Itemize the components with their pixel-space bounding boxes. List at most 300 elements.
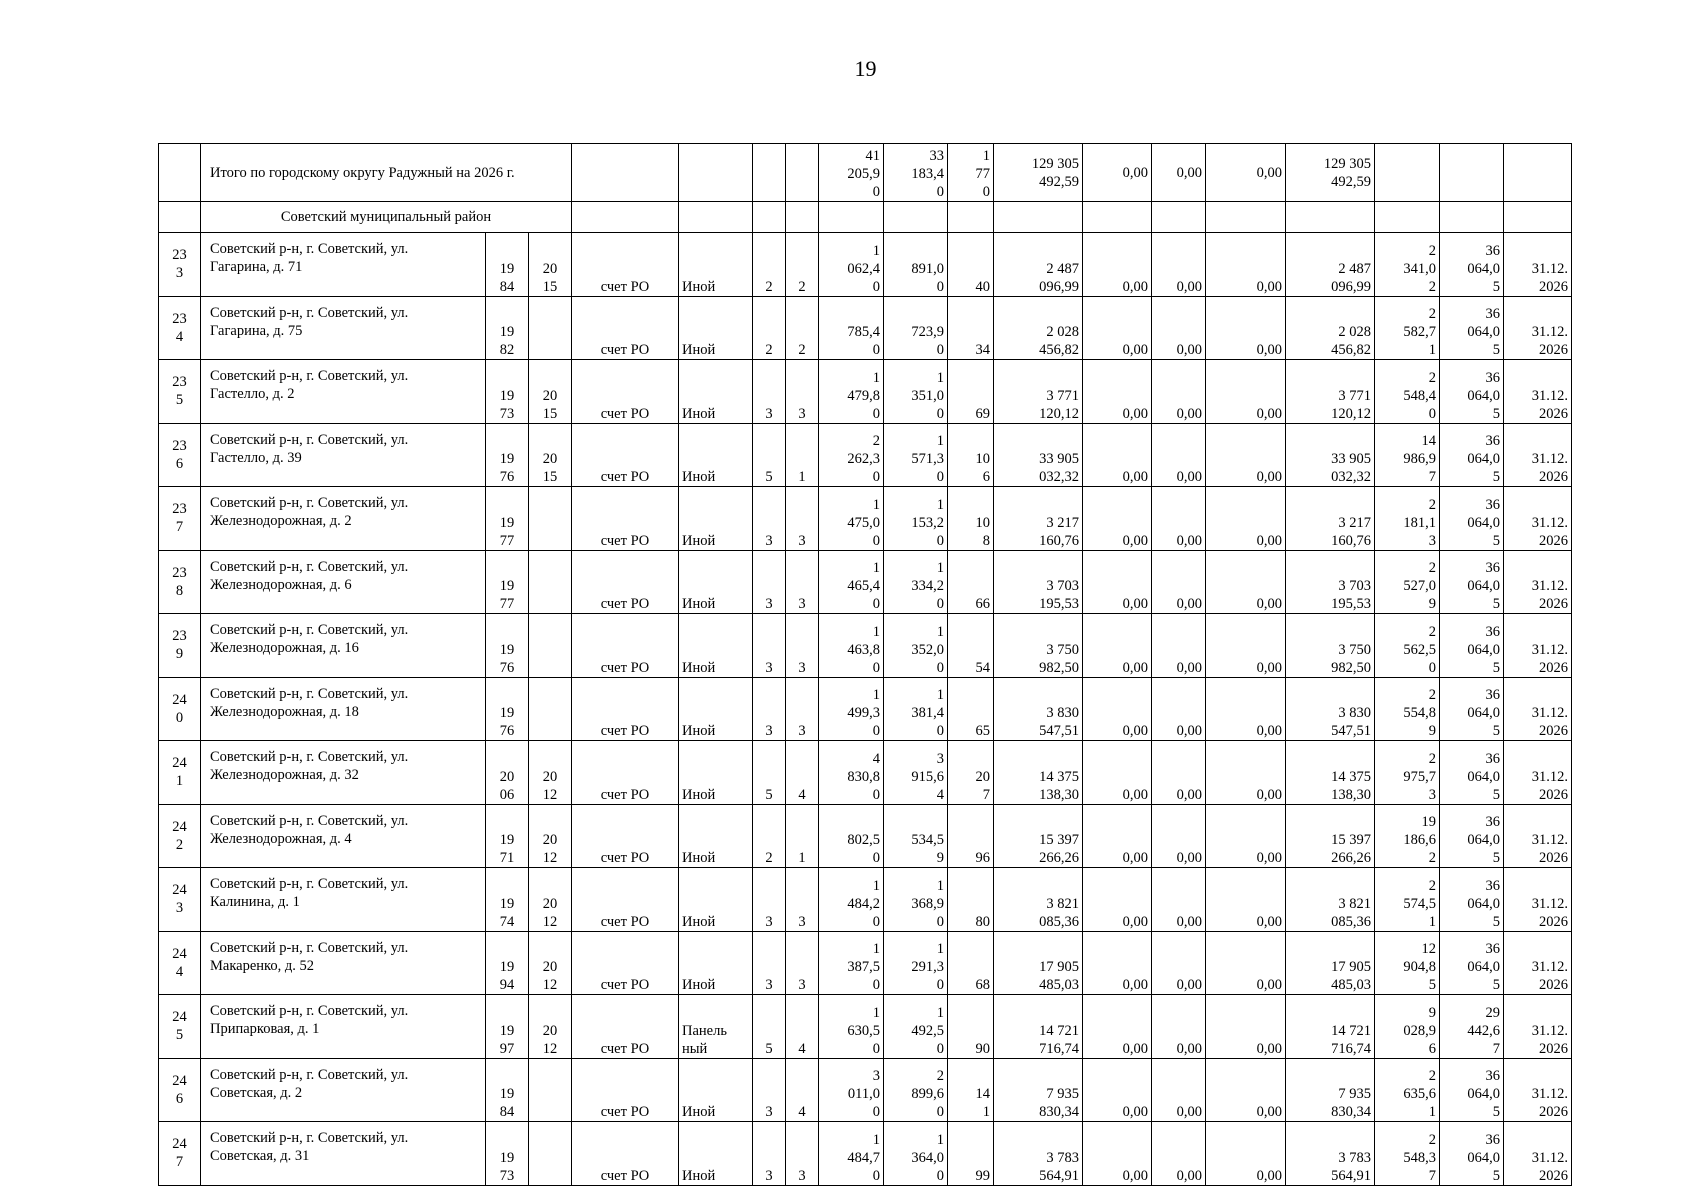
row-floors: 2 bbox=[753, 233, 786, 297]
row-funding-method: счет РО bbox=[572, 1058, 679, 1122]
row-cost-total: 3 703 195,53 bbox=[994, 550, 1083, 614]
row-fund: 0,00 bbox=[1083, 487, 1152, 551]
row-funding-method: счет РО bbox=[572, 995, 679, 1059]
row-owners: 3 703 195,53 bbox=[1286, 550, 1375, 614]
row-area-living: 1 351,0 0 bbox=[884, 360, 948, 424]
row-wall-material: Иной bbox=[679, 614, 753, 678]
row-deadline: 31.12. 2026 bbox=[1504, 995, 1572, 1059]
row-unit-cost: 19 186,6 2 bbox=[1375, 804, 1440, 868]
section-empty-cell bbox=[1083, 202, 1152, 233]
row-wall-material: Панель ный bbox=[679, 995, 753, 1059]
row-area-total: 785,4 0 bbox=[819, 296, 884, 360]
row-budget-local: 0,00 bbox=[1206, 423, 1286, 487]
row-max-cost: 36 064,0 5 bbox=[1440, 233, 1504, 297]
row-number: 24 2 bbox=[159, 804, 201, 868]
row-floors: 3 bbox=[753, 1058, 786, 1122]
row-budget-local: 0,00 bbox=[1206, 614, 1286, 678]
row-cost-total: 3 830 547,51 bbox=[994, 677, 1083, 741]
row-funding-method: счет РО bbox=[572, 550, 679, 614]
row-unit-cost: 2 562,5 0 bbox=[1375, 614, 1440, 678]
row-fund: 0,00 bbox=[1083, 296, 1152, 360]
section-empty-cell bbox=[1286, 202, 1375, 233]
row-floors: 3 bbox=[753, 677, 786, 741]
row-year-built: 19 76 bbox=[486, 423, 529, 487]
row-entrances: 1 bbox=[786, 423, 819, 487]
row-owners: 3 750 982,50 bbox=[1286, 614, 1375, 678]
row-fund: 0,00 bbox=[1083, 233, 1152, 297]
row-fund: 0,00 bbox=[1083, 804, 1152, 868]
row-budget-subject: 0,00 bbox=[1152, 741, 1206, 805]
row-cost-total: 3 771 120,12 bbox=[994, 360, 1083, 424]
row-budget-local: 0,00 bbox=[1206, 995, 1286, 1059]
row-year-last-repair bbox=[529, 296, 572, 360]
row-budget-local: 0,00 bbox=[1206, 233, 1286, 297]
row-year-last-repair bbox=[529, 1058, 572, 1122]
total-fund: 0,00 bbox=[1083, 144, 1152, 202]
section-empty-cell bbox=[786, 202, 819, 233]
row-entrances: 3 bbox=[786, 487, 819, 551]
row-year-built: 19 84 bbox=[486, 233, 529, 297]
row-budget-subject: 0,00 bbox=[1152, 550, 1206, 614]
row-owners: 2 487 096,99 bbox=[1286, 233, 1375, 297]
row-unit-cost: 9 028,9 6 bbox=[1375, 995, 1440, 1059]
row-budget-subject: 0,00 bbox=[1152, 868, 1206, 932]
row-max-cost: 36 064,0 5 bbox=[1440, 677, 1504, 741]
total-budget-local: 0,00 bbox=[1206, 144, 1286, 202]
row-cost-total: 3 821 085,36 bbox=[994, 868, 1083, 932]
table-row bbox=[159, 677, 1572, 741]
row-fund: 0,00 bbox=[1083, 614, 1152, 678]
row-budget-subject: 0,00 bbox=[1152, 296, 1206, 360]
row-area-living: 1 291,3 0 bbox=[884, 931, 948, 995]
table-row bbox=[159, 995, 1572, 1059]
row-funding-method: счет РО bbox=[572, 487, 679, 551]
row-floors: 3 bbox=[753, 931, 786, 995]
row-budget-local: 0,00 bbox=[1206, 1122, 1286, 1186]
row-year-last-repair: 20 15 bbox=[529, 423, 572, 487]
section-empty-cell bbox=[884, 202, 948, 233]
row-owners: 14 721 716,74 bbox=[1286, 995, 1375, 1059]
total-label: Итого по городскому округу Радужный на 2026 г. bbox=[201, 144, 572, 202]
row-deadline: 31.12. 2026 bbox=[1504, 677, 1572, 741]
row-funding-method: счет РО bbox=[572, 804, 679, 868]
row-deadline: 31.12. 2026 bbox=[1504, 741, 1572, 805]
row-floors: 2 bbox=[753, 804, 786, 868]
row-budget-local: 0,00 bbox=[1206, 804, 1286, 868]
row-deadline: 31.12. 2026 bbox=[1504, 1122, 1572, 1186]
row-fund: 0,00 bbox=[1083, 677, 1152, 741]
row-budget-local: 0,00 bbox=[1206, 1058, 1286, 1122]
row-area-total: 1 387,5 0 bbox=[819, 931, 884, 995]
row-area-total: 1 630,5 0 bbox=[819, 995, 884, 1059]
row-budget-local: 0,00 bbox=[1206, 931, 1286, 995]
row-number: 23 5 bbox=[159, 360, 201, 424]
total-num-cell bbox=[159, 144, 201, 202]
row-address: Советский р-н, г. Советский, ул. Советская, д. 31 bbox=[201, 1122, 486, 1186]
table-row bbox=[159, 550, 1572, 614]
total-empty-cell bbox=[786, 144, 819, 202]
row-number: 24 1 bbox=[159, 741, 201, 805]
row-deadline: 31.12. 2026 bbox=[1504, 233, 1572, 297]
table-row bbox=[159, 1058, 1572, 1122]
row-wall-material: Иной bbox=[679, 931, 753, 995]
total-owners: 129 305 492,59 bbox=[1286, 144, 1375, 202]
row-area-total: 1 479,8 0 bbox=[819, 360, 884, 424]
row-max-cost: 36 064,0 5 bbox=[1440, 296, 1504, 360]
row-residents: 10 8 bbox=[948, 487, 994, 551]
row-floors: 3 bbox=[753, 550, 786, 614]
row-wall-material: Иной bbox=[679, 1058, 753, 1122]
row-funding-method: счет РО bbox=[572, 233, 679, 297]
row-year-last-repair bbox=[529, 677, 572, 741]
row-area-total: 1 484,7 0 bbox=[819, 1122, 884, 1186]
row-funding-method: счет РО bbox=[572, 741, 679, 805]
section-empty-cell bbox=[994, 202, 1083, 233]
row-deadline: 31.12. 2026 bbox=[1504, 804, 1572, 868]
repair-program-table bbox=[158, 143, 1572, 1186]
section-empty-cell bbox=[1440, 202, 1504, 233]
row-floors: 3 bbox=[753, 614, 786, 678]
row-year-built: 19 71 bbox=[486, 804, 529, 868]
row-max-cost: 36 064,0 5 bbox=[1440, 931, 1504, 995]
section-empty-cell bbox=[1504, 202, 1572, 233]
table-row bbox=[159, 931, 1572, 995]
total-cost: 129 305 492,59 bbox=[994, 144, 1083, 202]
row-floors: 3 bbox=[753, 487, 786, 551]
row-year-built: 19 77 bbox=[486, 487, 529, 551]
row-address: Советский р-н, г. Советский, ул. Гастелло, д. 2 bbox=[201, 360, 486, 424]
section-empty-cell bbox=[819, 202, 884, 233]
row-fund: 0,00 bbox=[1083, 1058, 1152, 1122]
table-row bbox=[159, 868, 1572, 932]
row-max-cost: 36 064,0 5 bbox=[1440, 1058, 1504, 1122]
section-empty-cell bbox=[948, 202, 994, 233]
row-wall-material: Иной bbox=[679, 233, 753, 297]
row-max-cost: 29 442,6 7 bbox=[1440, 995, 1504, 1059]
row-residents: 69 bbox=[948, 360, 994, 424]
row-year-last-repair: 20 12 bbox=[529, 868, 572, 932]
row-area-living: 1 334,2 0 bbox=[884, 550, 948, 614]
table-row bbox=[159, 423, 1572, 487]
row-deadline: 31.12. 2026 bbox=[1504, 614, 1572, 678]
row-unit-cost: 2 548,3 7 bbox=[1375, 1122, 1440, 1186]
row-deadline: 31.12. 2026 bbox=[1504, 423, 1572, 487]
row-wall-material: Иной bbox=[679, 360, 753, 424]
row-fund: 0,00 bbox=[1083, 550, 1152, 614]
row-fund: 0,00 bbox=[1083, 868, 1152, 932]
row-year-built: 19 97 bbox=[486, 995, 529, 1059]
row-owners: 15 397 266,26 bbox=[1286, 804, 1375, 868]
row-funding-method: счет РО bbox=[572, 868, 679, 932]
section-empty-cell bbox=[1206, 202, 1286, 233]
row-fund: 0,00 bbox=[1083, 423, 1152, 487]
row-owners: 7 935 830,34 bbox=[1286, 1058, 1375, 1122]
row-deadline: 31.12. 2026 bbox=[1504, 296, 1572, 360]
row-budget-subject: 0,00 bbox=[1152, 995, 1206, 1059]
row-max-cost: 36 064,0 5 bbox=[1440, 487, 1504, 551]
row-address: Советский р-н, г. Советский, ул. Железнодорожная, д. 32 bbox=[201, 741, 486, 805]
row-deadline: 31.12. 2026 bbox=[1504, 868, 1572, 932]
row-area-total: 2 262,3 0 bbox=[819, 423, 884, 487]
row-residents: 99 bbox=[948, 1122, 994, 1186]
row-unit-cost: 2 574,5 1 bbox=[1375, 868, 1440, 932]
row-wall-material: Иной bbox=[679, 487, 753, 551]
table-row bbox=[159, 804, 1572, 868]
section-empty-cell bbox=[572, 202, 679, 233]
table-row bbox=[159, 296, 1572, 360]
row-budget-subject: 0,00 bbox=[1152, 1058, 1206, 1122]
row-number: 23 6 bbox=[159, 423, 201, 487]
row-owners: 3 217 160,76 bbox=[1286, 487, 1375, 551]
row-unit-cost: 2 635,6 1 bbox=[1375, 1058, 1440, 1122]
row-entrances: 3 bbox=[786, 868, 819, 932]
row-area-living: 1 368,9 0 bbox=[884, 868, 948, 932]
row-cost-total: 2 028 456,82 bbox=[994, 296, 1083, 360]
row-year-last-repair: 20 12 bbox=[529, 931, 572, 995]
table-row bbox=[159, 614, 1572, 678]
row-year-built: 19 94 bbox=[486, 931, 529, 995]
row-area-total: 1 499,3 0 bbox=[819, 677, 884, 741]
row-budget-local: 0,00 bbox=[1206, 296, 1286, 360]
row-year-last-repair: 20 15 bbox=[529, 360, 572, 424]
row-funding-method: счет РО bbox=[572, 931, 679, 995]
row-owners: 3 783 564,91 bbox=[1286, 1122, 1375, 1186]
row-wall-material: Иной bbox=[679, 423, 753, 487]
row-budget-local: 0,00 bbox=[1206, 360, 1286, 424]
row-year-built: 20 06 bbox=[486, 741, 529, 805]
row-owners: 14 375 138,30 bbox=[1286, 741, 1375, 805]
section-row bbox=[159, 202, 1572, 233]
row-area-total: 1 475,0 0 bbox=[819, 487, 884, 551]
row-funding-method: счет РО bbox=[572, 296, 679, 360]
row-wall-material: Иной bbox=[679, 1122, 753, 1186]
row-budget-local: 0,00 bbox=[1206, 550, 1286, 614]
table-row bbox=[159, 741, 1572, 805]
row-fund: 0,00 bbox=[1083, 1122, 1152, 1186]
row-number: 23 7 bbox=[159, 487, 201, 551]
row-max-cost: 36 064,0 5 bbox=[1440, 868, 1504, 932]
row-unit-cost: 2 181,1 3 bbox=[1375, 487, 1440, 551]
row-fund: 0,00 bbox=[1083, 360, 1152, 424]
row-number: 23 3 bbox=[159, 233, 201, 297]
total-empty-cell bbox=[679, 144, 753, 202]
total-empty-cell bbox=[1504, 144, 1572, 202]
row-entrances: 3 bbox=[786, 550, 819, 614]
row-unit-cost: 2 554,8 9 bbox=[1375, 677, 1440, 741]
row-year-built: 19 84 bbox=[486, 1058, 529, 1122]
row-floors: 5 bbox=[753, 423, 786, 487]
row-budget-subject: 0,00 bbox=[1152, 1122, 1206, 1186]
row-area-living: 1 381,4 0 bbox=[884, 677, 948, 741]
row-number: 24 6 bbox=[159, 1058, 201, 1122]
row-year-last-repair: 20 12 bbox=[529, 804, 572, 868]
row-number: 24 3 bbox=[159, 868, 201, 932]
row-year-last-repair bbox=[529, 550, 572, 614]
row-floors: 5 bbox=[753, 741, 786, 805]
total-empty-cell bbox=[1375, 144, 1440, 202]
row-fund: 0,00 bbox=[1083, 931, 1152, 995]
row-budget-local: 0,00 bbox=[1206, 868, 1286, 932]
row-residents: 40 bbox=[948, 233, 994, 297]
row-address: Советский р-н, г. Советский, ул. Гагарина, д. 71 bbox=[201, 233, 486, 297]
row-area-living: 3 915,6 4 bbox=[884, 741, 948, 805]
row-area-total: 1 463,8 0 bbox=[819, 614, 884, 678]
row-unit-cost: 14 986,9 7 bbox=[1375, 423, 1440, 487]
row-floors: 3 bbox=[753, 1122, 786, 1186]
total-empty-cell bbox=[1440, 144, 1504, 202]
row-number: 24 0 bbox=[159, 677, 201, 741]
row-year-last-repair: 20 15 bbox=[529, 233, 572, 297]
row-deadline: 31.12. 2026 bbox=[1504, 1058, 1572, 1122]
row-budget-subject: 0,00 bbox=[1152, 233, 1206, 297]
row-max-cost: 36 064,0 5 bbox=[1440, 614, 1504, 678]
row-entrances: 3 bbox=[786, 931, 819, 995]
row-budget-subject: 0,00 bbox=[1152, 804, 1206, 868]
row-funding-method: счет РО bbox=[572, 1122, 679, 1186]
total-area-living: 33 183,4 0 bbox=[884, 144, 948, 202]
row-entrances: 3 bbox=[786, 360, 819, 424]
total-empty-cell bbox=[572, 144, 679, 202]
row-residents: 90 bbox=[948, 995, 994, 1059]
row-year-last-repair bbox=[529, 487, 572, 551]
row-year-last-repair bbox=[529, 614, 572, 678]
row-deadline: 31.12. 2026 bbox=[1504, 487, 1572, 551]
row-owners: 33 905 032,32 bbox=[1286, 423, 1375, 487]
row-number: 23 4 bbox=[159, 296, 201, 360]
row-number: 24 5 bbox=[159, 995, 201, 1059]
row-residents: 20 7 bbox=[948, 741, 994, 805]
row-owners: 17 905 485,03 bbox=[1286, 931, 1375, 995]
row-residents: 96 bbox=[948, 804, 994, 868]
table-row bbox=[159, 1122, 1572, 1186]
row-address: Советский р-н, г. Советский, ул. Железнодорожная, д. 2 bbox=[201, 487, 486, 551]
row-unit-cost: 2 341,0 2 bbox=[1375, 233, 1440, 297]
section-empty-cell bbox=[1152, 202, 1206, 233]
row-entrances: 3 bbox=[786, 677, 819, 741]
row-deadline: 31.12. 2026 bbox=[1504, 550, 1572, 614]
row-budget-subject: 0,00 bbox=[1152, 931, 1206, 995]
row-area-total: 802,5 0 bbox=[819, 804, 884, 868]
row-cost-total: 3 783 564,91 bbox=[994, 1122, 1083, 1186]
row-address: Советский р-н, г. Советский, ул. Железнодорожная, д. 16 bbox=[201, 614, 486, 678]
row-year-built: 19 73 bbox=[486, 1122, 529, 1186]
row-area-living: 2 899,6 0 bbox=[884, 1058, 948, 1122]
section-empty-cell bbox=[1375, 202, 1440, 233]
row-entrances: 4 bbox=[786, 995, 819, 1059]
row-year-built: 19 76 bbox=[486, 677, 529, 741]
row-floors: 3 bbox=[753, 868, 786, 932]
row-area-living: 1 492,5 0 bbox=[884, 995, 948, 1059]
row-unit-cost: 2 582,7 1 bbox=[1375, 296, 1440, 360]
section-empty-cell bbox=[753, 202, 786, 233]
row-deadline: 31.12. 2026 bbox=[1504, 931, 1572, 995]
row-cost-total: 2 487 096,99 bbox=[994, 233, 1083, 297]
row-year-last-repair: 20 12 bbox=[529, 995, 572, 1059]
row-cost-total: 14 721 716,74 bbox=[994, 995, 1083, 1059]
row-floors: 5 bbox=[753, 995, 786, 1059]
row-budget-subject: 0,00 bbox=[1152, 614, 1206, 678]
row-address: Советский р-н, г. Советский, ул. Гастелло, д. 39 bbox=[201, 423, 486, 487]
row-max-cost: 36 064,0 5 bbox=[1440, 423, 1504, 487]
row-max-cost: 36 064,0 5 bbox=[1440, 741, 1504, 805]
row-owners: 3 830 547,51 bbox=[1286, 677, 1375, 741]
row-budget-subject: 0,00 bbox=[1152, 487, 1206, 551]
row-area-living: 891,0 0 bbox=[884, 233, 948, 297]
section-empty-cell bbox=[679, 202, 753, 233]
row-address: Советский р-н, г. Советский, ул. Советская, д. 2 bbox=[201, 1058, 486, 1122]
row-address: Советский р-н, г. Советский, ул. Железнодорожная, д. 18 bbox=[201, 677, 486, 741]
row-cost-total: 33 905 032,32 bbox=[994, 423, 1083, 487]
row-unit-cost: 2 527,0 9 bbox=[1375, 550, 1440, 614]
row-residents: 14 1 bbox=[948, 1058, 994, 1122]
row-entrances: 4 bbox=[786, 1058, 819, 1122]
row-entrances: 1 bbox=[786, 804, 819, 868]
row-owners: 3 771 120,12 bbox=[1286, 360, 1375, 424]
row-owners: 3 821 085,36 bbox=[1286, 868, 1375, 932]
row-cost-total: 17 905 485,03 bbox=[994, 931, 1083, 995]
table-row bbox=[159, 233, 1572, 297]
row-year-built: 19 76 bbox=[486, 614, 529, 678]
row-budget-subject: 0,00 bbox=[1152, 677, 1206, 741]
row-residents: 68 bbox=[948, 931, 994, 995]
row-cost-total: 7 935 830,34 bbox=[994, 1058, 1083, 1122]
row-budget-local: 0,00 bbox=[1206, 487, 1286, 551]
row-year-built: 19 74 bbox=[486, 868, 529, 932]
row-deadline: 31.12. 2026 bbox=[1504, 360, 1572, 424]
row-area-living: 534,5 9 bbox=[884, 804, 948, 868]
row-max-cost: 36 064,0 5 bbox=[1440, 360, 1504, 424]
row-year-built: 19 82 bbox=[486, 296, 529, 360]
row-unit-cost: 2 548,4 0 bbox=[1375, 360, 1440, 424]
total-budget-subject: 0,00 bbox=[1152, 144, 1206, 202]
row-area-living: 1 352,0 0 bbox=[884, 614, 948, 678]
row-funding-method: счет РО bbox=[572, 677, 679, 741]
row-cost-total: 15 397 266,26 bbox=[994, 804, 1083, 868]
row-area-living: 723,9 0 bbox=[884, 296, 948, 360]
row-max-cost: 36 064,0 5 bbox=[1440, 550, 1504, 614]
table-row bbox=[159, 487, 1572, 551]
row-floors: 3 bbox=[753, 360, 786, 424]
total-row bbox=[159, 144, 1572, 202]
row-number: 24 4 bbox=[159, 931, 201, 995]
row-entrances: 4 bbox=[786, 741, 819, 805]
total-empty-cell bbox=[753, 144, 786, 202]
row-cost-total: 3 217 160,76 bbox=[994, 487, 1083, 551]
row-residents: 65 bbox=[948, 677, 994, 741]
row-year-built: 19 73 bbox=[486, 360, 529, 424]
row-area-living: 1 571,3 0 bbox=[884, 423, 948, 487]
row-area-total: 1 062,4 0 bbox=[819, 233, 884, 297]
row-wall-material: Иной bbox=[679, 804, 753, 868]
row-max-cost: 36 064,0 5 bbox=[1440, 1122, 1504, 1186]
row-address: Советский р-н, г. Советский, ул. Железнодорожная, д. 6 bbox=[201, 550, 486, 614]
row-address: Советский р-н, г. Советский, ул. Макаренко, д. 52 bbox=[201, 931, 486, 995]
row-owners: 2 028 456,82 bbox=[1286, 296, 1375, 360]
row-max-cost: 36 064,0 5 bbox=[1440, 804, 1504, 868]
row-wall-material: Иной bbox=[679, 677, 753, 741]
row-year-built: 19 77 bbox=[486, 550, 529, 614]
row-address: Советский р-н, г. Советский, ул. Калинина, д. 1 bbox=[201, 868, 486, 932]
row-cost-total: 3 750 982,50 bbox=[994, 614, 1083, 678]
row-cost-total: 14 375 138,30 bbox=[994, 741, 1083, 805]
row-residents: 54 bbox=[948, 614, 994, 678]
row-budget-subject: 0,00 bbox=[1152, 423, 1206, 487]
total-residents: 1 77 0 bbox=[948, 144, 994, 202]
row-residents: 10 6 bbox=[948, 423, 994, 487]
row-floors: 2 bbox=[753, 296, 786, 360]
row-funding-method: счет РО bbox=[572, 360, 679, 424]
row-wall-material: Иной bbox=[679, 550, 753, 614]
